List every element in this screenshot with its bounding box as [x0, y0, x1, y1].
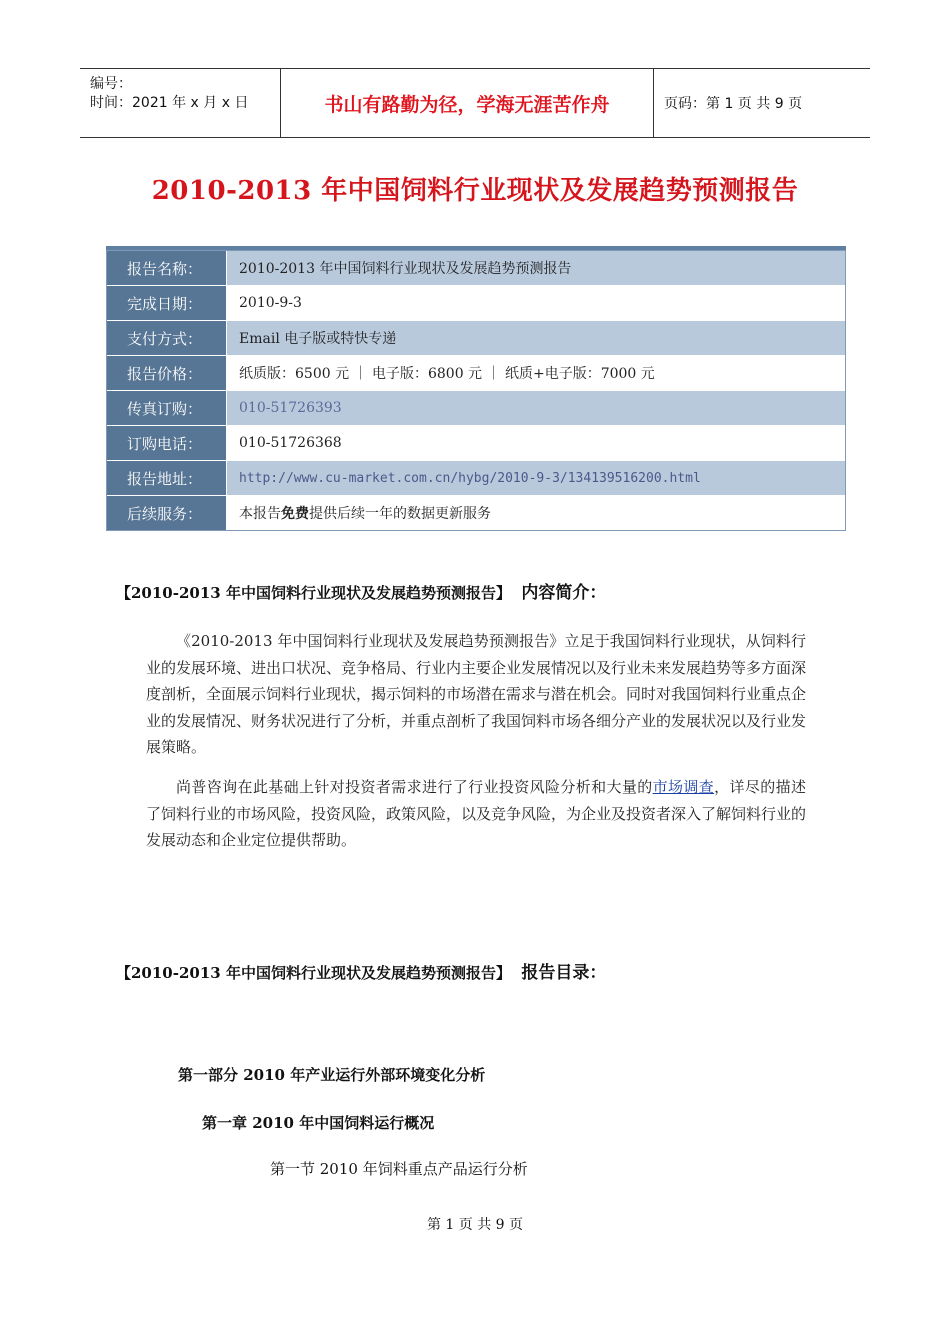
- service-text-pre: 本报告: [239, 506, 281, 522]
- info-row-address: [107, 461, 845, 496]
- info-value: 010-51726368: [227, 426, 845, 460]
- toc-heading-label: 报告目录：: [521, 963, 607, 983]
- info-value: 2010-2013 年中国饲料行业现状及发展趋势预测报告: [227, 251, 845, 285]
- document-time: 时间：2021 年 x 月 x 日: [90, 95, 249, 111]
- info-row-payment: [107, 321, 845, 356]
- info-key: 报告名称：: [107, 251, 227, 285]
- report-title: 2010-2013 年中国饲料行业现状及发展趋势预测报告: [151, 176, 799, 206]
- intro-heading: [116, 578, 606, 603]
- intro-heading-bracket: 【2010-2013 年中国饲料行业现状及发展趋势预测报告】: [116, 584, 511, 602]
- toc-heading: [116, 958, 606, 983]
- info-row-phone: [107, 426, 845, 461]
- page-footer: 第 1 页 共 9 页: [426, 1217, 524, 1233]
- info-row-report-name: [107, 251, 845, 286]
- info-value: 2010-9-3: [227, 286, 845, 320]
- report-info-table: [106, 250, 846, 531]
- toc-section-1: 第一节 2010 年饲料重点产品运行分析: [270, 1160, 528, 1178]
- header-meta: [80, 69, 281, 137]
- intro-heading-label: 内容简介：: [521, 583, 607, 603]
- info-value: [227, 496, 845, 530]
- document-number: 编号：: [90, 76, 132, 92]
- toc-part-1: 第一部分 2010 年产业运行外部环境变化分析: [178, 1066, 486, 1084]
- info-row-fax: [107, 391, 845, 426]
- info-value: Email 电子版或特快专递: [227, 321, 845, 355]
- toc-chapter-1: 第一章 2010 年中国饲料运行概况: [202, 1114, 435, 1132]
- info-value: 010-51726393: [227, 391, 845, 425]
- info-key: 后续服务：: [107, 496, 227, 530]
- info-key: 报告地址：: [107, 461, 227, 495]
- service-text-post: 提供后续一年的数据更新服务: [309, 506, 491, 522]
- info-key: 完成日期：: [107, 286, 227, 320]
- info-key: 报告价格：: [107, 356, 227, 390]
- intro-paragraph-1: 《2010-2013 年中国饲料行业现状及发展趋势预测报告》立足于我国饲料行业现状，从饲料行业的发展环境、进出口状况、竞争格局、行业内主要企业发展情况以及行业未来发展趋势等多方面深度剖析，全面展示饲料行业现状，揭示饲料的市场潜在需求与潜在机会。同时对我国饲料行业重点企业的发展情况、财务状况进行了分析，并重点剖析了我国饲料市场各细分产业的发展状况以及行业发展策略。: [146, 632, 807, 756]
- info-row-price: [107, 356, 845, 391]
- intro-paragraph-2: [146, 774, 806, 854]
- info-value: 纸质版：6500 元 ｜ 电子版：6800 元 ｜ 纸质+电子版：7000 元: [227, 356, 845, 390]
- report-url-link[interactable]: http://www.cu-market.com.cn/hybg/2010-9-3/134139516200.html: [227, 461, 845, 495]
- para2-text-post: ，详尽的描述了饲料行业的市场风险，投资风险，政策风险，以及竞争风险，为企业及投资者深入了解饲料行业的发展动态和企业定位提供帮助。: [146, 778, 807, 849]
- market-research-link[interactable]: 市场调查: [652, 778, 715, 796]
- para2-text-pre: 尚普咨询在此基础上针对投资者需求进行了行业投资风险分析和大量的: [176, 778, 653, 796]
- toc-heading-bracket: 【2010-2013 年中国饲料行业现状及发展趋势预测报告】: [116, 964, 511, 982]
- info-row-completion-date: [107, 286, 845, 321]
- info-key: 传真订购：: [107, 391, 227, 425]
- info-row-service: [107, 496, 845, 530]
- service-text-bold: 免费: [281, 506, 309, 522]
- page-header: [80, 68, 870, 138]
- info-key: 支付方式：: [107, 321, 227, 355]
- header-page-number: 页码：第 1 页 共 9 页: [664, 96, 803, 112]
- info-key: 订购电话：: [107, 426, 227, 460]
- header-motto: 书山有路勤为径，学海无涯苦作舟: [281, 69, 654, 137]
